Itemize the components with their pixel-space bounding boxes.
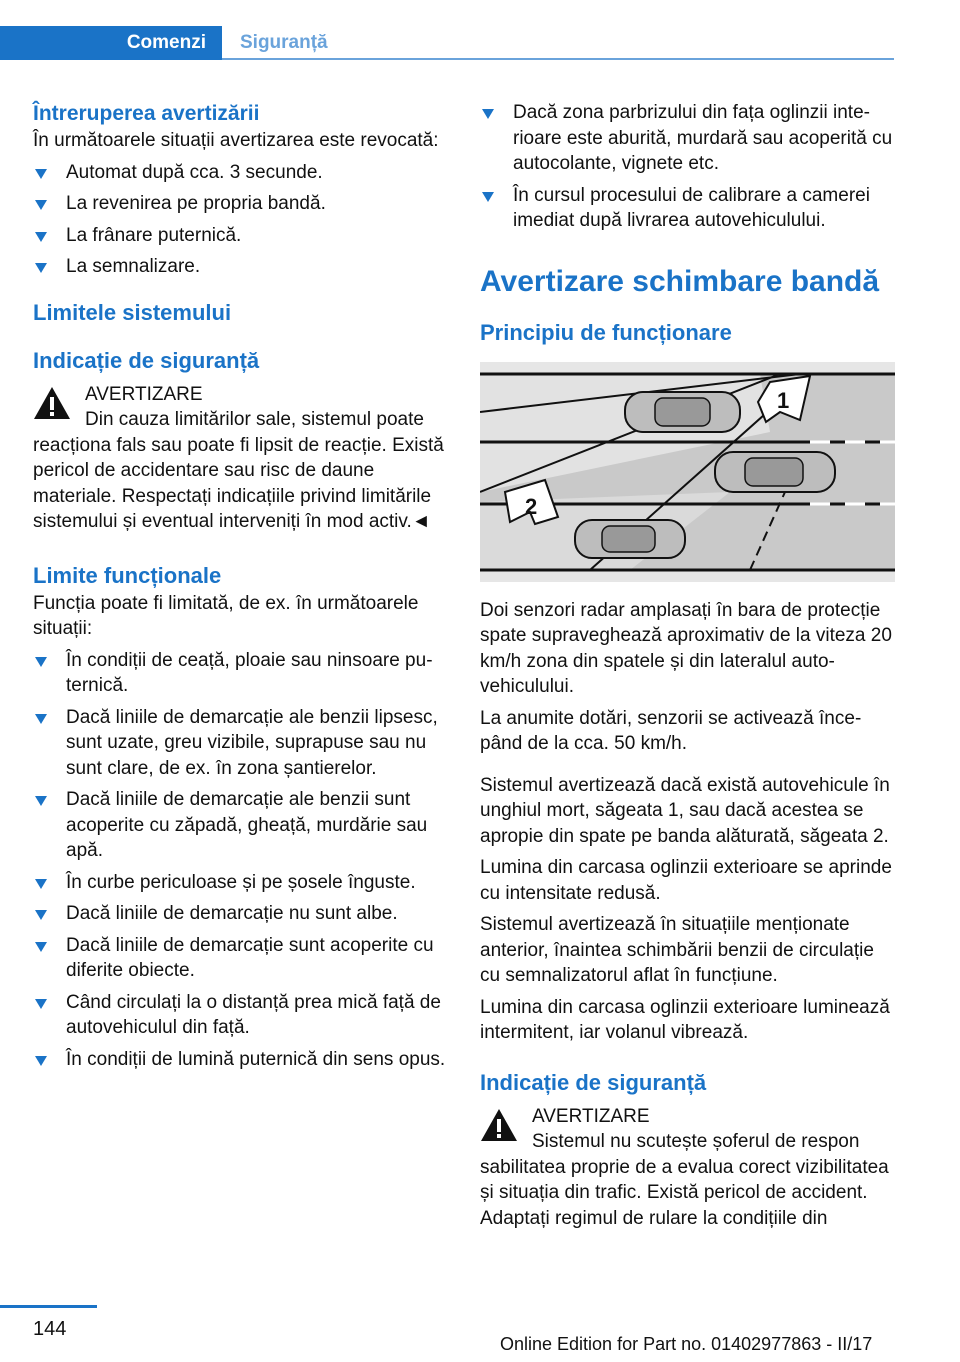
- right-column: [480, 100, 895, 1231]
- car-icon: [575, 520, 685, 558]
- car-icon: [715, 452, 835, 492]
- edition-note: Online Edition for Part no. 01402977863 - II/17: [500, 1334, 873, 1354]
- heading-safety-right: Indicație de siguranță: [480, 1069, 707, 1095]
- list-item: Dacă liniile de demarcație ale benzii lipsesc, sunt uzate, greu vizibile, suprapuse sau nu sunt clare, de ex. în zona șantierelor.: [33, 705, 448, 782]
- warning-block-right: [480, 1104, 895, 1232]
- tab-comenzi[interactable]: Comenzi: [0, 26, 222, 60]
- warning-icon: [33, 386, 71, 420]
- warning-text: sabilitatea proprie de a evalua corect vizibilitatea și situația din trafic. Există pericol de accident. Adaptați regimul de rulare la condițiile din: [480, 1156, 889, 1229]
- list-func: [33, 648, 448, 1073]
- warning-text: reacționa fals sau poate fi lipsit de reacție. Există pericol de accidentare sau risc de daune materiale. Respectați indicațiile privind limitările sistemului și eventual interveniți în mod activ.◄: [33, 434, 444, 532]
- section-tabs: [0, 26, 894, 62]
- lane-change-illustration: [480, 362, 895, 582]
- heading-interrupt: Întreruperea avertizării: [33, 102, 260, 125]
- list-item: În condiții de lumină puternică din sens opus.: [33, 1047, 448, 1073]
- tab-underline: [222, 58, 894, 60]
- warning-label: AVERTIZARE: [85, 383, 203, 405]
- para-activation: La anumite dotări, senzorii se activează începând de la cca. 50 km/h.: [480, 707, 862, 754]
- warning-line1: Sistemul nu scutește șoferul de respon: [532, 1131, 860, 1152]
- fig-label-1: 1: [777, 387, 790, 413]
- list-item: Dacă zona parbrizului din fața oglinzii interioare este aburită, murdară sau acoperită cu autocolante, vignete etc.: [480, 100, 895, 177]
- para-before-change: Sistemul avertizează în situațiile menționate anterior, înaintea schimbării benzii de circulație cu semnalizatorul aflat în funcțiune.: [480, 914, 874, 986]
- list-item: În curbe periculoase și pe șosele înguste.: [33, 870, 448, 896]
- heading-lane-change: Avertizare schimbare bandă: [480, 264, 880, 298]
- left-column: [33, 100, 448, 1078]
- list-top-right: [480, 100, 895, 234]
- para-func: Funcția poate fi limitată, de ex. în următoarele situații:: [33, 592, 419, 639]
- list-item: Dacă liniile de demarcație nu sunt albe.: [33, 901, 448, 927]
- list-interrupt: [33, 160, 448, 280]
- para-interrupt: În următoarele situații avertizarea este revocată:: [33, 130, 439, 151]
- fig-label-2: 2: [525, 493, 538, 519]
- list-item: La semnalizare.: [33, 254, 448, 280]
- heading-principle: Principiu de funcționare: [480, 319, 732, 345]
- para-warning-logic: Sistemul avertizează dacă există autovehicule în unghiul mort, săgeata 1, sau dacă acestea se apropie din spate pe banda alăturată, săgeata 2.: [480, 774, 890, 847]
- tab-siguranta[interactable]: Siguranță: [222, 26, 894, 60]
- warning-icon: [480, 1108, 518, 1142]
- list-item: La frânare puternică.: [33, 223, 448, 249]
- list-item: Dacă liniile de demarcație ale benzii sunt acoperite cu zăpadă, gheață, murdărie sau apă.: [33, 787, 448, 864]
- list-item: În condiții de ceață, ploaie sau ninsoare puternică.: [33, 648, 448, 699]
- warning-label: AVERTIZARE: [532, 1105, 650, 1127]
- footer-rule: [0, 1305, 97, 1308]
- para-mirror-dim: Lumina din carcasa oglinzii exterioare se aprinde cu intensitate redusă.: [480, 857, 892, 904]
- heading-limits: Limitele sistemului: [33, 299, 232, 325]
- warning-block: [33, 382, 448, 535]
- para-mirror-flash: Lumina din carcasa oglinzii exterioare luminează intermitent, iar volanul vibrează.: [480, 996, 890, 1043]
- list-item: Automat după cca. 3 secunde.: [33, 160, 448, 186]
- warning-line1: Din cauza limitărilor sale, sistemul poate: [85, 409, 424, 430]
- list-item: În cursul procesului de calibrare a camerei imediat după livrarea autovehiculului.: [480, 183, 895, 234]
- para-radar: Doi senzori radar amplasați în bara de protecție spate supraveghează aproximativ de la viteza 20 km/h zona din spatele și din lateralul autovehiculului.: [480, 599, 892, 697]
- heading-safety: Indicație de siguranță: [33, 347, 260, 373]
- page-number: 144: [33, 1318, 67, 1340]
- car-icon: [625, 392, 740, 432]
- heading-func-limits: Limite funcționale: [33, 562, 222, 588]
- list-item: Dacă liniile de demarcație sunt acoperite cu diferite obiecte.: [33, 933, 448, 984]
- list-item: Când circulați la o distanță prea mică față de autovehiculul din față.: [33, 990, 448, 1041]
- list-item: La revenirea pe propria bandă.: [33, 191, 448, 217]
